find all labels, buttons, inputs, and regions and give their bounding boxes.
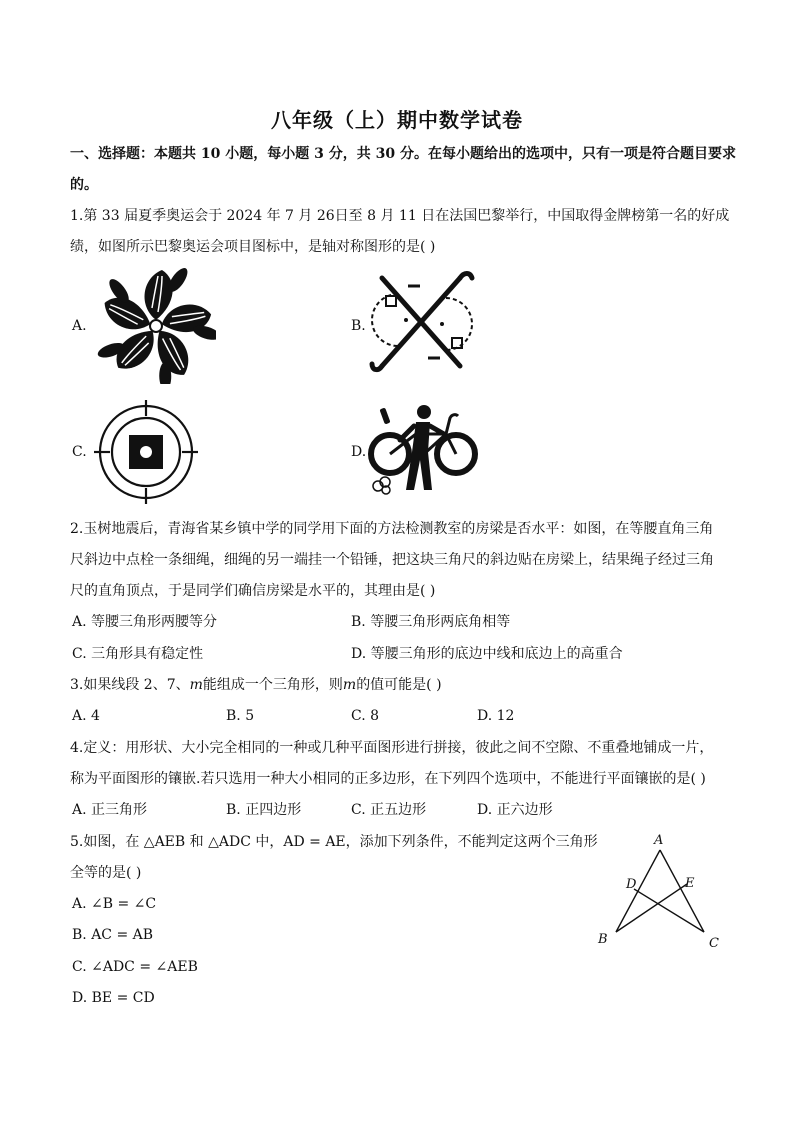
q1-option-b-label: B. (351, 318, 366, 334)
q1-option-d-label: D. (351, 444, 367, 460)
pinwheel-icon (96, 268, 216, 384)
q5-option-a: A. ∠B = ∠C (72, 896, 157, 912)
q2-stem-line2: 尺斜边中点栓一条细绳，细绳的另一端挂一个铅锤，把这块三角尺的斜边贴在房梁上，结果绳子经过三角 (70, 552, 714, 568)
hockey-sticks-icon (368, 266, 478, 378)
section-heading-line2: 的。 (70, 177, 98, 193)
q1-stem-line2: 绩，如图所示巴黎奥运会项目图标中，是轴对称图形的是( ) (70, 239, 436, 255)
q2-option-a: A. 等腰三角形两腰等分 (72, 614, 218, 630)
q5-stem-line2: 全等的是( ) (70, 865, 142, 881)
section-heading-line1: 一、选择题：本题共 10 小题，每小题 3 分，共 30 分。在每小题给出的选项中，只有一项是符合题目要求 (70, 146, 736, 162)
point-label-c: C (709, 936, 719, 951)
q3-variable-m-2: m (342, 677, 357, 693)
q3-option-c: C. 8 (351, 708, 380, 724)
q3-stem-mid: 能组成一个三角形，则 (202, 677, 343, 693)
q3-option-a: A. 4 (72, 708, 100, 724)
q1-stem-line1: 1.第 33 届夏季奥运会于 2024 年 7 月 26日至 8 月 11 日在法国巴黎举行，中国取得金牌榜第一名的好成 (70, 208, 730, 224)
triangle-figure (590, 830, 730, 954)
point-label-e: E (685, 876, 695, 891)
q4-stem-line2: 称为平面图形的镶嵌.若只选用一种大小相同的正多边形，在下列四个选项中，不能进行平面镶嵌的是( ) (70, 771, 706, 787)
q2-stem-line3: 尺的直角顶点，于是同学们确信房梁是水平的，其理由是( ) (70, 583, 436, 599)
q2-option-c: C. 三角形具有稳定性 (72, 646, 204, 662)
q1-option-a-label: A. (72, 318, 87, 334)
q3-stem (70, 675, 442, 695)
q4-option-d: D. 正六边形 (477, 802, 553, 818)
q4-option-b: B. 正四边形 (226, 802, 302, 818)
q3-option-b: B. 5 (226, 708, 255, 724)
q2-option-b: B. 等腰三角形两底角相等 (351, 614, 511, 630)
q3-option-d: D. 12 (477, 708, 515, 724)
cyclist-icon (366, 404, 482, 500)
q4-option-a: A. 正三角形 (72, 802, 148, 818)
q4-option-c: C. 正五边形 (351, 802, 427, 818)
page-title: 八年级（上）期中数学试卷 (271, 108, 523, 132)
point-label-b: B (598, 932, 608, 947)
point-label-d: D (626, 877, 637, 892)
q5-option-b: B. AC = AB (72, 927, 154, 943)
q2-option-d: D. 等腰三角形的底边中线和底边上的高重合 (351, 646, 623, 662)
q3-variable-m: m (189, 677, 203, 693)
q5-option-d: D. BE = CD (72, 990, 155, 1006)
q3-stem-pre: 3.如果线段 2、7、 (70, 677, 190, 693)
q3-stem-post: 的值可能是( ) (356, 677, 442, 693)
q5-option-c: C. ∠ADC = ∠AEB (72, 959, 198, 975)
q2-stem-line1: 2.玉树地震后，青海省某乡镇中学的同学用下面的方法检测教室的房梁是否水平：如图，在等腰直角三角 (70, 521, 714, 537)
point-label-a: A (654, 833, 664, 848)
q5-stem-line1: 5.如图，在 △AEB 和 △ADC 中，AD = AE，添加下列条件，不能判定这两个三角形 (70, 834, 598, 850)
target-icon (92, 398, 200, 506)
q1-option-c-label: C. (72, 444, 87, 460)
q4-stem-line1: 4.定义：用形状、大小完全相同的一种或几种平面图形进行拼接，彼此之间不空隙、不重叠地铺成一片， (70, 740, 714, 756)
